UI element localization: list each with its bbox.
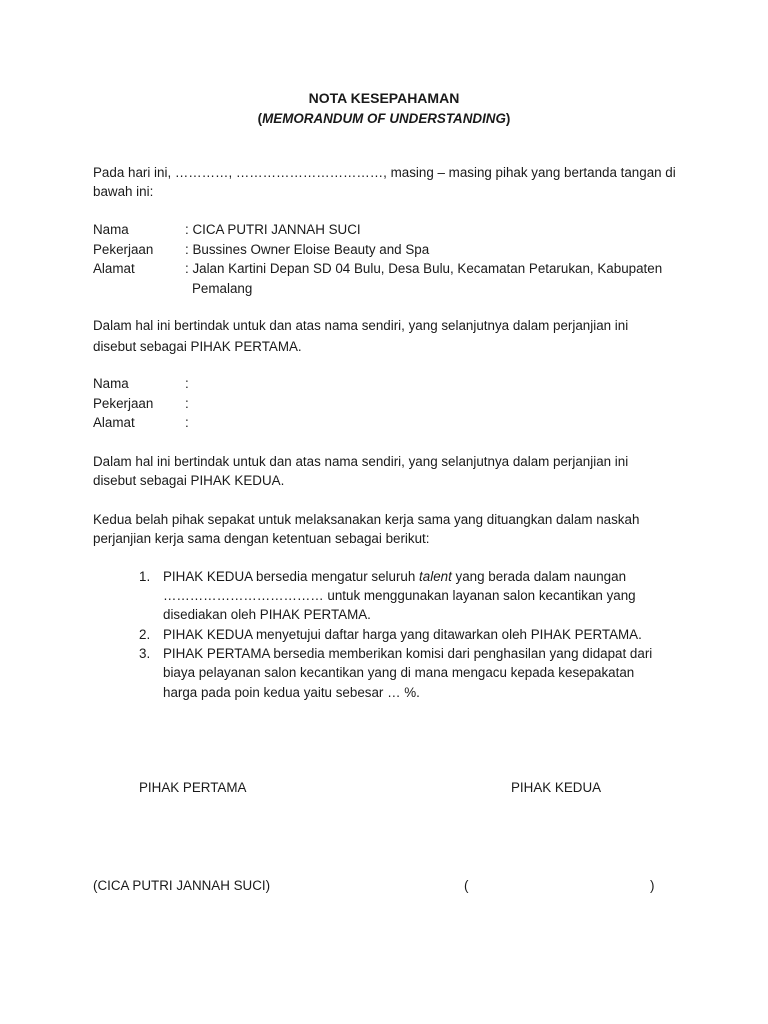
party1-pekerjaan-row [93,242,429,257]
subtitle-close-paren: ) [505,111,511,126]
term-1-line-1 [163,569,626,584]
term-1-line-2: ……………………………… untuk menggunakan layanan salon kecantikan yang [163,588,636,603]
signature-right-heading: PIHAK KEDUA [511,780,602,795]
term-1-line-3: disediakan oleh PIHAK PERTAMA. [163,607,371,622]
party2-pekerjaan-row [93,396,189,411]
party1-alamat-label: Alamat [93,261,135,276]
party1-nama-label: Nama [93,222,129,237]
party1-pekerjaan-label: Pekerjaan [93,242,154,257]
term-1-number: 1. [139,569,151,584]
party1-statement-line-1: Dalam hal ini bertindak untuk dan atas nama sendiri, yang selanjutnya dalam perjanjian ini [93,318,629,333]
party2-pekerjaan-label: Pekerjaan [93,396,154,411]
agreement-line-2: perjanjian kerja sama dengan ketentuan sebagai berikut: [93,531,430,546]
party1-pekerjaan-value: : Bussines Owner Eloise Beauty and Spa [185,242,430,257]
term-2-line-1: PIHAK KEDUA menyetujui daftar harga yang ditawarkan oleh PIHAK PERTAMA. [163,627,642,642]
party1-statement-line-2: disebut sebagai PIHAK PERTAMA. [93,339,302,354]
document-title: NOTA KESEPAHAMAN [308,90,460,106]
party1-nama-row [93,222,361,237]
term-1-line-1-italic: talent [419,569,452,584]
party2-statement-line-1: Dalam hal ini bertindak untuk dan atas nama sendiri, yang selanjutnya dalam perjanjian ini [93,454,629,469]
term-1-line-1-pre: PIHAK KEDUA bersedia mengatur seluruh [163,569,420,584]
term-1-line-1-post: yang berada dalam naungan [451,569,627,584]
opening-line-1: Pada hari ini, …………, ……………………………, masing – masing pihak yang bertanda tangan di [93,165,676,180]
party2-alamat-label: Alamat [93,415,135,430]
party1-alamat-value: : Jalan Kartini Depan SD 04 Bulu, Desa Bulu, Kecamatan Petarukan, Kabupaten [185,261,663,276]
agreement-line-1: Kedua belah pihak sepakat untuk melaksanakan kerja sama yang dituangkan dalam naskah [93,512,640,527]
term-2-number: 2. [139,627,151,642]
opening-line-2: bawah ini: [93,184,154,199]
signature-left-heading: PIHAK PERTAMA [139,780,247,795]
signature-left-name: (CICA PUTRI JANNAH SUCI) [93,878,271,893]
party2-nama-label: Nama [93,376,129,391]
party2-alamat-row [93,415,189,430]
party2-statement-line-2: disebut sebagai PIHAK KEDUA. [93,473,285,488]
party2-alamat-value: : [185,415,189,430]
signature-right-close-paren: ) [650,878,655,893]
party2-nama-value: : [185,376,189,391]
party1-alamat-value-continued: Pemalang [192,281,253,296]
subtitle-open-paren: ( [257,111,263,126]
party1-alamat-row [93,261,662,276]
term-3-line-1: PIHAK PERTAMA bersedia memberikan komisi dari penghasilan yang didapat dari [163,646,653,661]
party2-nama-row [93,376,189,391]
party1-nama-value: : CICA PUTRI JANNAH SUCI [185,222,361,237]
document-subtitle [0,111,768,126]
term-3-line-3: harga pada poin kedua yaitu sebesar … %. [163,685,420,700]
party2-pekerjaan-value: : [185,396,189,411]
term-3-number: 3. [139,646,151,661]
subtitle-italic: MEMORANDUM OF UNDERSTANDING [262,111,506,126]
term-3-line-2: biaya pelayanan salon kecantikan yang di mana mengacu kepada kesepakatan [163,665,635,680]
signature-right-open-paren: ( [464,878,469,893]
